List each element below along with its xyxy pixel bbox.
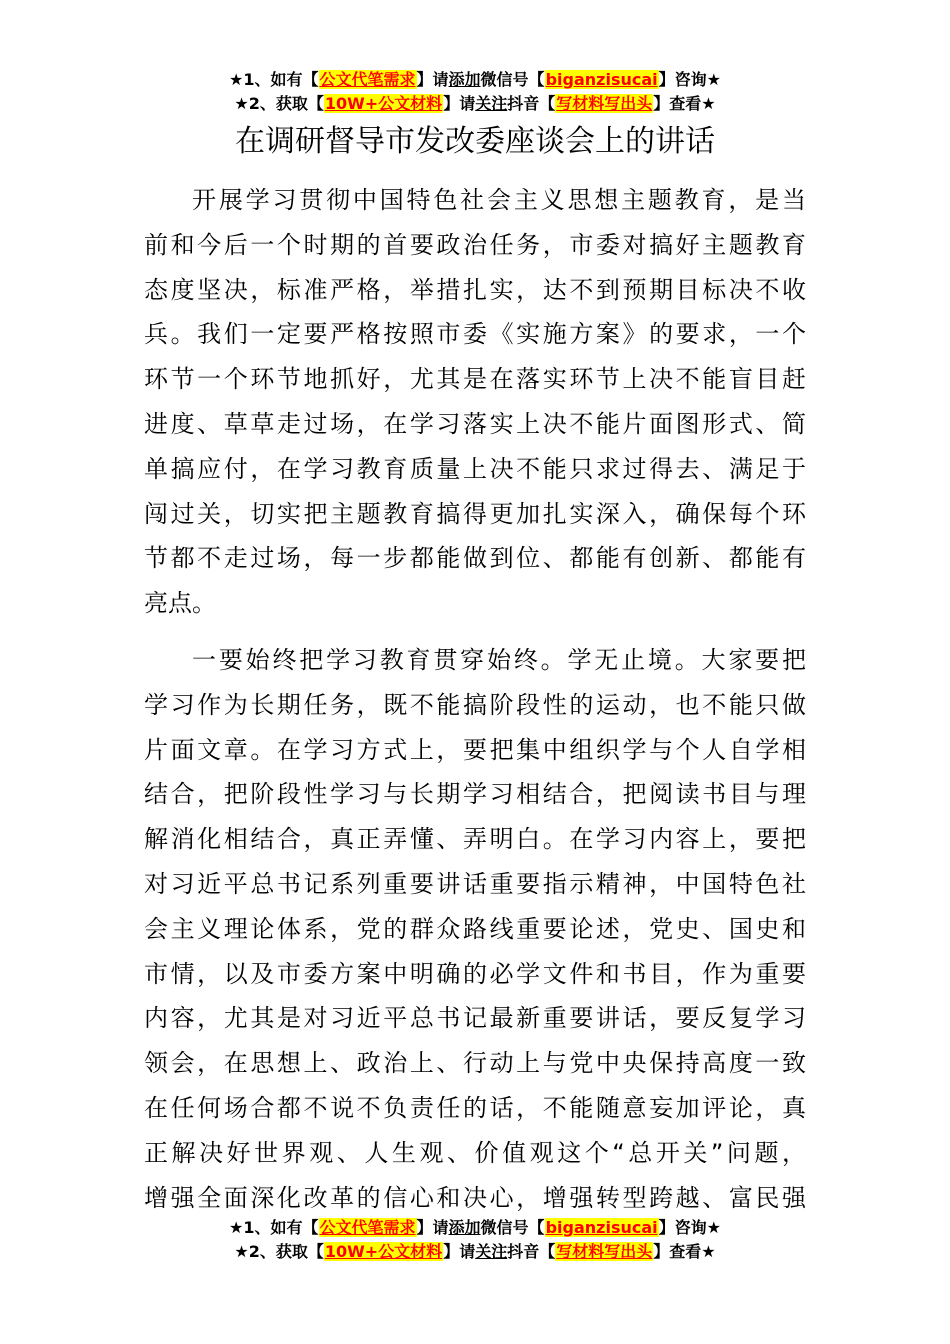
banner-line-2: ★2、获取【10W+公文材料】请关注抖音【写材料写出头】查看★ (234, 94, 716, 113)
footer-banner-line-1: ★1、如有【公文代笔需求】请添加微信号【biganzisucai】咨询★ (229, 1218, 721, 1237)
header-banner (0, 68, 950, 116)
paragraph-2: 一要始终把学习教育贯穿始终。学无止境。大家要把 学习作为长期任务，既不能搞阶段性的运动，也不能只做 片面文章。在学习方式上，要把集中组织学与个人自学相 结合，把阶段性学习与长期学习相结合，把阅读书目与理 解消化相结合，真正弄懂、弄明白。在学习内容上，要把 对习近平总书记系列重要讲话重要指示精神，中国特色社 会主义理论体系，党的群众路线重要论述，党史、国史和 市情，以及市委方案中明确的必学文件和书目，作为重要 内容，尤其是对习近平总书记最新重要讲话，要反复学习 领会，在思想上、政治上、行动上与党中央保持高度一致 在任何场合都不说不负责任的话，不能随意妄加评论，真 正解决好世界观、人生观、价值观这个“总开关”问题， 增强全面深化改革的信心和决心，增强转型跨越、富民强 (144, 645, 806, 1212)
highlight-service: 公文代笔需求 (319, 1218, 416, 1237)
banner-line-1: ★1、如有【公文代笔需求】请添加微信号【biganzisucai】咨询★ (229, 70, 721, 89)
footer-banner-line-2: ★2、获取【10W+公文材料】请关注抖音【写材料写出头】查看★ (234, 1242, 716, 1261)
paragraph-1: 开展学习贯彻中国特色社会主义思想主题教育，是当 前和今后一个时期的首要政治任务，市委对搞好主题教育 态度坚决，标准严格，举措扎实，达不到预期目标决不收 兵。我们一定要严格按照市委《实施方案》的要求，一个 环节一个环节地抓好，尤其是在落实环节上决不能盲目赶 进度、草草走过场，在学习落实上决不能片面图形式、简 单搞应付，在学习教育质量上决不能只求过得去、满足于 闯过关，切实把主题教育搞得更加扎实深入，确保每个环 节都不走过场，每一步都能做到位、都能有创新、都能有 亮点。 (144, 186, 806, 618)
highlight-materials: 10W+公文材料 (324, 94, 443, 113)
footer-banner (0, 1216, 950, 1264)
highlight-wechat-id: biganzisucai (545, 1218, 658, 1237)
document-title: 在调研督导市发改委座谈会上的讲话 (235, 124, 715, 159)
highlight-materials: 10W+公文材料 (324, 1242, 443, 1261)
document-body (144, 178, 806, 1232)
highlight-wechat-id: biganzisucai (545, 70, 658, 89)
highlight-douyin: 写材料写出头 (556, 94, 653, 113)
highlight-service: 公文代笔需求 (319, 70, 416, 89)
highlight-douyin: 写材料写出头 (556, 1242, 653, 1261)
